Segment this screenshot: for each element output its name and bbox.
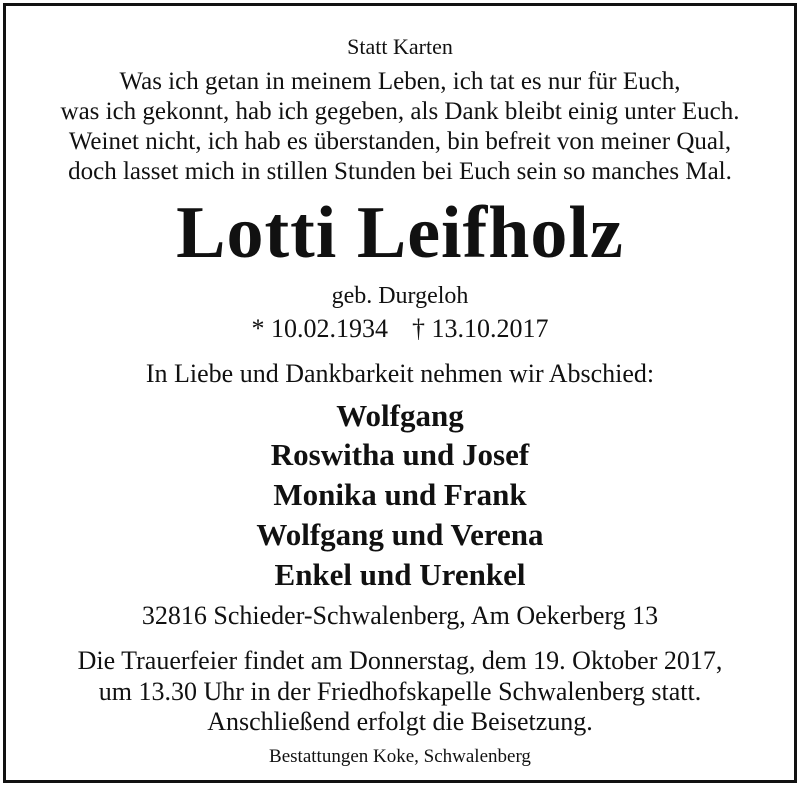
- poem-line: doch lasset mich in stillen Stunden bei Euch sein so manches Mal.: [68, 158, 732, 185]
- deceased-name: Lotti Leifholz: [176, 192, 624, 274]
- poem-line: was ich gekonnt, hab ich gegeben, als Dank bleibt einig unter Euch.: [60, 98, 740, 125]
- undertaker-credit: Bestattungen Koke, Schwalenberg: [269, 746, 531, 767]
- mourner-name: Wolfgang und Verena: [256, 517, 544, 552]
- family-address: 32816 Schieder-Schwalenberg, Am Oekerberg 13: [141, 601, 659, 630]
- service-info-line: Anschließend erfolgt die Beisetzung.: [207, 707, 593, 736]
- notice-heading: Statt Karten: [347, 34, 453, 59]
- mourner-name: Roswitha und Josef: [270, 437, 530, 472]
- farewell-line: In Liebe und Dankbarkeit nehmen wir Abschied:: [145, 359, 655, 388]
- birth-name: geb. Durgeloh: [331, 283, 469, 309]
- service-info-line: Die Trauerfeier findet am Donnerstag, dem 19. Oktober 2017,: [77, 646, 723, 675]
- mourner-name: Wolfgang: [336, 398, 464, 433]
- obituary-notice: [3, 3, 797, 783]
- poem-line: Was ich getan in meinem Leben, ich tat es nur für Euch,: [119, 68, 681, 95]
- mourner-name: Enkel und Urenkel: [274, 557, 526, 592]
- life-dates: [6, 316, 794, 342]
- death-date: † 13.10.2017: [412, 314, 549, 343]
- birth-date: * 10.02.1934: [251, 314, 388, 343]
- poem-line: Weinet nicht, ich hab es überstanden, bin befreit von meiner Qual,: [68, 128, 732, 155]
- mourner-name: Monika und Frank: [273, 477, 527, 512]
- service-info-line: um 13.30 Uhr in der Friedhofskapelle Schwalenberg statt.: [98, 677, 702, 706]
